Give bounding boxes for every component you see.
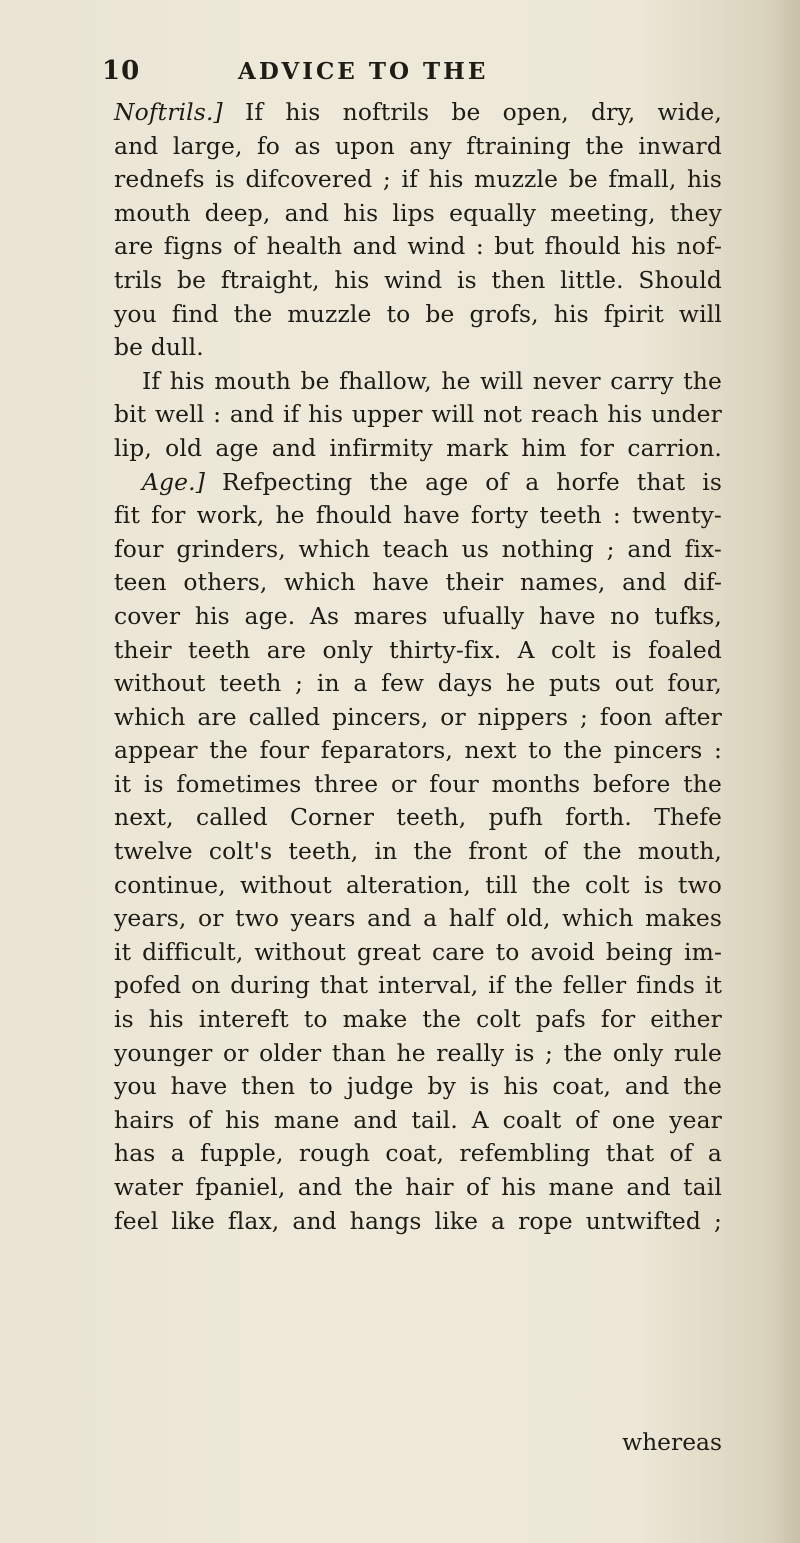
text-line: without teeth ; in a few days he puts out four, xyxy=(114,669,722,698)
text-line: their teeth are only thirty-fix. A colt is foaled xyxy=(114,635,722,664)
text-line: which are called pincers, or nippers ; foon after xyxy=(114,702,722,731)
text-line: fit for work, he fhould have forty teeth : twenty- xyxy=(114,501,722,530)
text-line: has a fupple, rough coat, refembling that of a xyxy=(114,1139,722,1168)
text-line: are figns of health and wind : but fhould his nof- xyxy=(114,232,722,261)
text-line: you find the muzzle to be grofs, his fpirit will xyxy=(114,299,722,328)
text-line: it is fometimes three or four months before the xyxy=(114,769,722,798)
text-line: bit well : and if his upper will not reach his under xyxy=(114,400,722,429)
text-line: appear the four feparators, next to the pincers : xyxy=(114,736,722,765)
sidenote-age: Age.] xyxy=(142,467,206,496)
text-line xyxy=(114,96,722,130)
text-line xyxy=(114,466,722,500)
text-line: years, or two years and a half old, which makes xyxy=(114,904,722,933)
text-line: mouth deep, and his lips equally meeting, they xyxy=(114,198,722,227)
text-line: water fpaniel, and the hair of his mane and tail xyxy=(114,1173,722,1201)
line-text: Refpecting the age of a horfe that is xyxy=(205,467,722,496)
running-head: ADVICE TO THE xyxy=(238,58,489,85)
text-line: cover his age. As mares ufually have no tufks, xyxy=(114,601,722,630)
sidenote-nostrils: Noftrils.] xyxy=(114,98,223,126)
text-line: lip, old age and infirmity mark him for carrion. xyxy=(114,433,722,462)
text-line: hairs of his mane and tail. A coalt of one year xyxy=(114,1105,722,1134)
text-line: continue, without alteration, till the colt is two xyxy=(114,870,722,899)
text-line: is his intereft to make the colt pafs for either xyxy=(114,1005,722,1034)
text-line: and large, fo as upon any ftraining the inward xyxy=(114,131,722,160)
text-line: four grinders, which teach us nothing ; and fix- xyxy=(114,534,722,563)
text-line: it difficult, without great care to avoid being im- xyxy=(114,937,722,966)
text-line: teen others, which have their names, and dif- xyxy=(114,568,722,597)
text-line: If his mouth be fhallow, he will never carry the xyxy=(142,366,722,395)
line-text: If his noftrils be open, dry, wide, xyxy=(222,98,722,126)
page-header xyxy=(102,56,702,86)
catchword: whereas xyxy=(622,1428,722,1456)
text-line: twelve colt's teeth, in the front of the mouth, xyxy=(114,837,722,866)
text-line: you have then to judge by is his coat, and the xyxy=(114,1072,722,1101)
text-line: feel like flax, and hangs like a rope untwifted ; xyxy=(114,1206,722,1235)
text-line: rednefs is difcovered ; if his muzzle be fmall, his xyxy=(114,165,722,194)
text-line: younger or older than he really is ; the only rule xyxy=(114,1038,722,1067)
text-line: next, called Corner teeth, pufh forth. Thefe xyxy=(114,803,722,832)
text-line: trils be ftraight, his wind is then little. Should xyxy=(114,265,722,294)
page-number: 10 xyxy=(102,56,141,86)
body-text xyxy=(114,96,722,1238)
text-line: pofed on during that interval, if the feller finds it xyxy=(114,971,722,1000)
text-line: be dull. xyxy=(114,333,204,362)
